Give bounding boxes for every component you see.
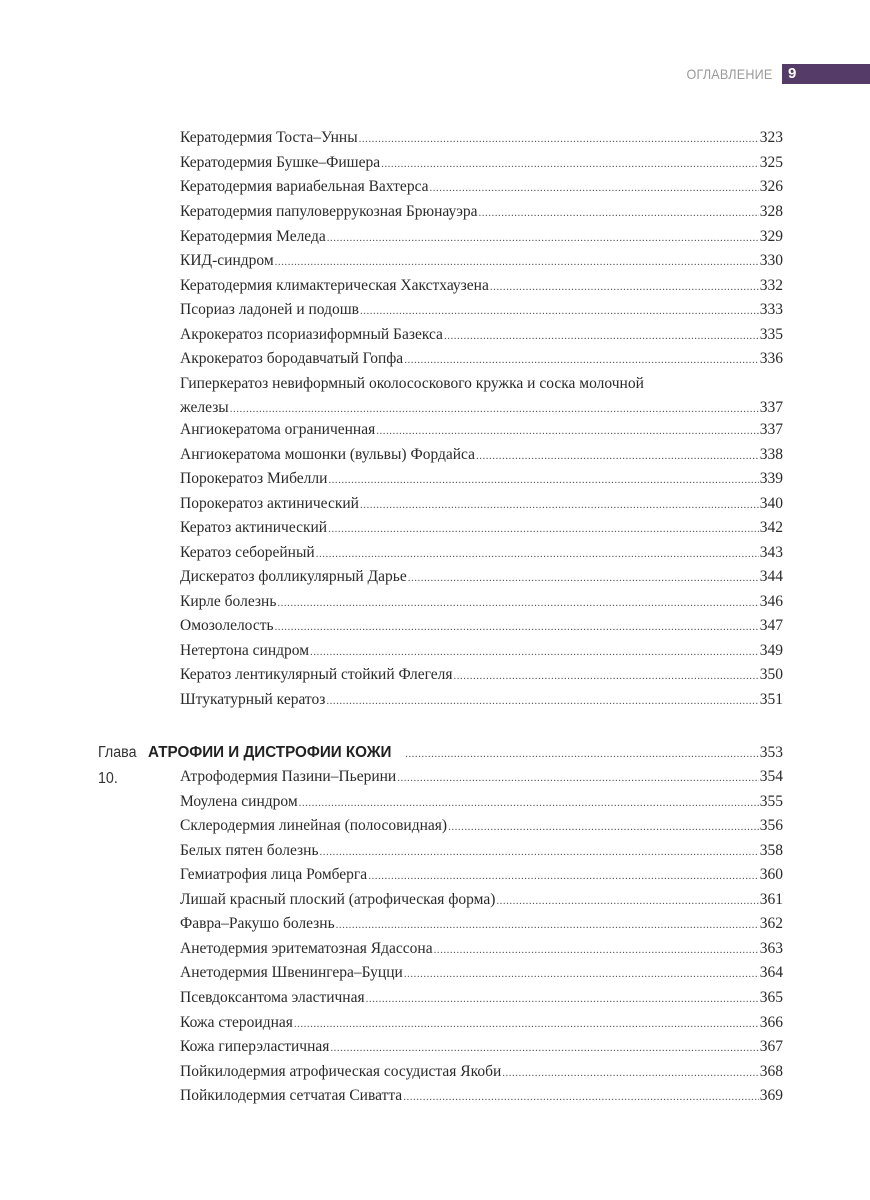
entry-page: 368 <box>759 1063 783 1080</box>
entry-page: 369 <box>759 1087 783 1104</box>
dot-leader <box>381 152 759 176</box>
toc-entry[interactable] <box>180 443 783 467</box>
entry-page: 330 <box>759 252 783 269</box>
dot-leader <box>366 987 759 1011</box>
toc-entry[interactable] <box>180 175 783 199</box>
entry-title: Нетертона синдром <box>180 642 310 659</box>
entry-title: Дискератоз фолликулярный Дарье <box>180 568 407 585</box>
entry-title: Лишай красный плоский (атрофическая форма) <box>180 891 496 908</box>
dot-leader <box>327 226 759 250</box>
dot-leader <box>403 1085 759 1109</box>
dot-leader <box>299 791 759 815</box>
entry-page: 361 <box>759 891 783 908</box>
entry-page: 362 <box>759 915 783 932</box>
entry-title-line2: железы <box>180 399 229 416</box>
toc-entry[interactable] <box>180 986 783 1010</box>
page-header <box>0 64 870 86</box>
toc-entry[interactable] <box>180 249 783 273</box>
toc-entry[interactable] <box>180 1035 783 1059</box>
entry-page: 356 <box>759 817 783 834</box>
dot-leader <box>502 1061 758 1085</box>
entry-title: Кератоз лентикулярный стойкий Флегеля <box>180 666 453 683</box>
entry-title: Псевдоксантома эластичная <box>180 989 365 1006</box>
entry-title: Ангиокератома мошонки (вульвы) Фордайса <box>180 446 476 463</box>
dot-leader <box>360 299 759 323</box>
entry-title: Кожа стероидная <box>180 1014 293 1031</box>
dot-leader <box>320 840 759 864</box>
toc-entry[interactable] <box>180 790 783 814</box>
entry-title: Склеродермия линейная (полосовидная) <box>180 817 448 834</box>
entry-page: 355 <box>759 793 783 810</box>
entry-title: Акрокератоз бородавчатый Гопфа <box>180 350 404 367</box>
dot-leader <box>430 176 759 200</box>
toc-entry-multiline[interactable] <box>180 372 783 420</box>
dot-leader <box>275 615 759 639</box>
entry-page: 337 <box>759 421 783 438</box>
entry-title: Акрокератоз псориазиформный Базекса <box>180 326 443 343</box>
entry-page: 354 <box>759 768 783 785</box>
entry-title: Фавра–Ракушо болезнь <box>180 915 335 932</box>
entry-page: 338 <box>759 446 783 463</box>
entry-title: Кератодермия Бушке–Фишера <box>180 154 381 171</box>
chapter-label: Глава 10. <box>98 744 137 787</box>
dot-leader <box>336 913 759 937</box>
dot-leader <box>326 689 758 713</box>
toc-entry[interactable] <box>180 863 783 887</box>
entry-page: 326 <box>759 178 783 195</box>
toc-entry[interactable] <box>180 814 783 838</box>
entry-title-line1: Гиперкератоз невиформный околососкового кружка и соска молочной <box>180 375 644 392</box>
entry-page: 342 <box>759 519 783 536</box>
toc-entry[interactable] <box>180 639 783 663</box>
dot-leader <box>316 542 759 566</box>
toc-entry[interactable] <box>180 347 783 371</box>
entry-page: 333 <box>759 301 783 318</box>
entry-page: 325 <box>759 154 783 171</box>
entry-page: 367 <box>759 1038 783 1055</box>
entry-page: 365 <box>759 989 783 1006</box>
entry-page: 349 <box>759 642 783 659</box>
toc-entry[interactable] <box>180 126 783 150</box>
entry-page: 346 <box>759 593 783 610</box>
dot-leader <box>444 324 759 348</box>
entry-page: 366 <box>759 1014 783 1031</box>
toc-entry[interactable] <box>180 912 783 936</box>
entry-title: Кератоз актинический <box>180 519 328 536</box>
toc-entry[interactable] <box>180 1060 783 1084</box>
toc-entry[interactable] <box>180 418 783 442</box>
entry-title: Атрофодермия Пазини–Пьерини <box>180 768 397 785</box>
dot-leader <box>408 566 759 590</box>
dot-leader <box>294 1012 759 1036</box>
dot-leader <box>277 591 758 615</box>
entry-title: Кератодермия климактерическая Хакстхаузена <box>180 277 489 294</box>
entry-title: Кератодермия Тоста–Унны <box>180 129 358 146</box>
toc-entry[interactable] <box>180 492 783 516</box>
entry-title: КИД-синдром <box>180 252 274 269</box>
dot-leader <box>479 201 759 225</box>
entry-title: Омозолелость <box>180 617 274 634</box>
dot-leader <box>368 864 759 888</box>
entry-title: Кератодермия вариабельная Вахтерса <box>180 178 429 195</box>
entry-title: Пойкилодермия атрофическая сосудистая Якоби <box>180 1063 502 1080</box>
toc-entry[interactable] <box>180 937 783 961</box>
dot-leader <box>448 815 759 839</box>
chapter-title: АТРОФИИ И ДИСТРОФИИ КОЖИ <box>147 744 392 761</box>
toc-entry[interactable] <box>180 467 783 491</box>
entry-page: 340 <box>759 495 783 512</box>
entry-page: 336 <box>759 350 783 367</box>
entry-title: Кератоз себорейный <box>180 544 315 561</box>
toc-entry[interactable] <box>180 614 783 638</box>
toc-entry[interactable] <box>180 688 783 712</box>
entry-page: 337 <box>759 399 783 416</box>
entry-page: 328 <box>759 203 783 220</box>
dot-leader <box>310 640 759 664</box>
dot-leader <box>397 766 759 790</box>
entry-page: 335 <box>759 326 783 343</box>
dot-leader <box>496 889 758 913</box>
entry-page: 364 <box>759 964 783 981</box>
dot-leader <box>360 493 759 517</box>
toc-entry[interactable] <box>180 1084 783 1108</box>
toc-entry[interactable] <box>180 839 783 863</box>
entry-page: 344 <box>759 568 783 585</box>
dot-leader <box>405 741 759 767</box>
entry-title: Штукатурный кератоз <box>180 691 326 708</box>
entry-title: Моулена синдром <box>180 793 298 810</box>
entry-title: Гемиатрофия лица Ромберга <box>180 866 368 883</box>
entry-page: 323 <box>759 129 783 146</box>
entry-page: 350 <box>759 666 783 683</box>
toc-entry[interactable] <box>180 541 783 565</box>
dot-leader <box>328 517 759 541</box>
toc-entry[interactable] <box>180 151 783 175</box>
entry-title: Ангиокератома ограниченная <box>180 421 376 438</box>
entry-title: Кожа гиперэластичная <box>180 1038 330 1055</box>
dot-leader <box>404 348 759 372</box>
toc-entry[interactable] <box>180 663 783 687</box>
toc-entry[interactable] <box>180 1011 783 1035</box>
dot-leader <box>490 275 759 299</box>
toc-entry[interactable] <box>180 298 783 322</box>
dot-leader <box>275 250 759 274</box>
dot-leader <box>476 444 759 468</box>
dot-leader <box>454 664 759 688</box>
dot-leader <box>434 938 759 962</box>
entry-title: Кирле болезнь <box>180 593 277 610</box>
entry-title: Порокератоз Мибелли <box>180 470 328 487</box>
chapter-page: 353 <box>759 744 783 761</box>
dot-leader <box>359 127 759 151</box>
entry-page: 332 <box>759 277 783 294</box>
entry-title: Кератодермия Меледа <box>180 228 326 245</box>
entry-title: Анетодермия эритематозная Ядассона <box>180 940 433 957</box>
entry-page: 351 <box>759 691 783 708</box>
dot-leader <box>404 962 759 986</box>
toc-entry[interactable] <box>180 765 783 789</box>
toc-entry[interactable] <box>180 516 783 540</box>
toc-entry[interactable] <box>180 590 783 614</box>
entry-page: 360 <box>759 866 783 883</box>
entry-title: Белых пятен болезнь <box>180 842 319 859</box>
toc-entry[interactable] <box>180 323 783 347</box>
toc-entry[interactable] <box>180 565 783 589</box>
toc-entry[interactable] <box>180 225 783 249</box>
dot-leader <box>330 1036 758 1060</box>
page-number: 9 <box>788 65 797 82</box>
entry-page: 358 <box>759 842 783 859</box>
entry-title: Анетодермия Швенингера–Буцци <box>180 964 403 981</box>
toc-entry[interactable] <box>180 888 783 912</box>
entry-title: Порокератоз актинический <box>180 495 359 512</box>
entry-page: 363 <box>759 940 783 957</box>
section-title: ОГЛАВЛЕНИЕ <box>686 66 772 82</box>
entry-page: 343 <box>759 544 783 561</box>
dot-leader <box>328 468 758 492</box>
dot-leader <box>376 419 759 443</box>
entry-title: Кератодермия папуловеррукозная Брюнауэра <box>180 203 478 220</box>
entry-title: Псориаз ладоней и подошв <box>180 301 359 318</box>
toc-entry[interactable] <box>180 274 783 298</box>
entry-title: Пойкилодермия сетчатая Сиватта <box>180 1087 403 1104</box>
entry-page: 329 <box>759 228 783 245</box>
page-number-badge <box>782 64 870 84</box>
entry-page: 339 <box>759 470 783 487</box>
toc-entry[interactable] <box>180 961 783 985</box>
toc-entry[interactable] <box>180 200 783 224</box>
entry-page: 347 <box>759 617 783 634</box>
